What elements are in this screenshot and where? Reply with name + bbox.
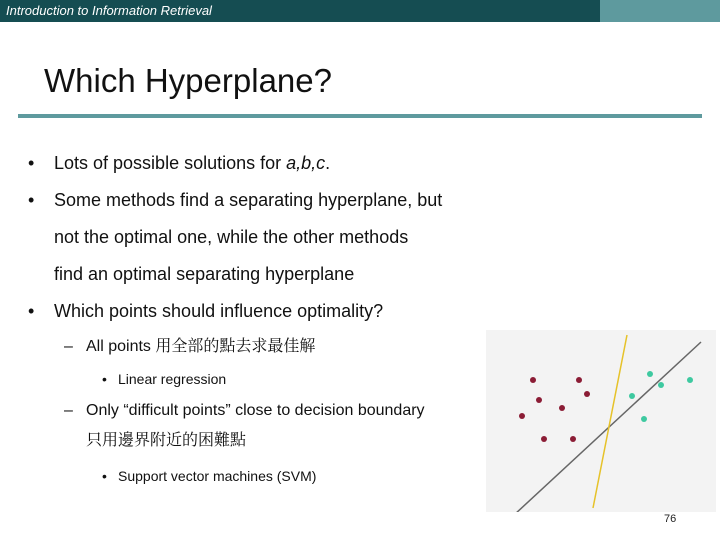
bullet-solutions [54, 153, 330, 173]
hyperplane-figure [486, 330, 716, 512]
data-point-class-a [536, 397, 542, 403]
hyperplane-figure-svg [486, 330, 716, 512]
bullet-marker: • [28, 190, 35, 210]
bullet-solutions-italic: a,b,c [286, 153, 326, 173]
bullet-methods-line2: not the optimal one, while the other methods [54, 227, 409, 247]
bullet-marker: • [28, 153, 35, 173]
data-point-class-a [559, 405, 565, 411]
dash-marker: – [64, 338, 73, 355]
slide-title: Which Hyperplane? [44, 62, 332, 99]
separating-line-yellow [593, 335, 627, 508]
bullet-methods-line1: Some methods find a separating hyperplane, but [54, 190, 443, 210]
dash-marker: – [64, 402, 73, 419]
data-point-class-b [687, 377, 693, 383]
separating-line-gray [514, 342, 701, 512]
title-divider [18, 114, 702, 118]
bullet-marker: • [102, 468, 107, 484]
subsub-linear-regression: Linear regression [118, 371, 227, 387]
course-title: Introduction to Information Retrieval [6, 3, 212, 18]
data-point-class-a [570, 436, 576, 442]
data-point-class-b [647, 371, 653, 377]
sub-all-points: All points 用全部的點去求最佳解 [86, 338, 316, 355]
bullet-methods-line3: find an optimal separating hyperplane [54, 264, 355, 284]
page-number: 76 [664, 513, 677, 525]
data-point-class-a [584, 391, 590, 397]
bullet-marker: • [102, 371, 107, 387]
bullet-solutions-period: . [325, 153, 331, 173]
data-point-class-a [530, 377, 536, 383]
bullet-solutions-text: Lots of possible solutions for [54, 153, 287, 173]
data-point-class-b [629, 393, 635, 399]
data-point-class-b [641, 416, 647, 422]
sub-difficult-points-line2: 只用邊界附近的困難點 [86, 432, 247, 449]
data-point-class-b [658, 382, 664, 388]
subsub-svm: Support vector machines (SVM) [118, 468, 317, 484]
data-point-class-a [541, 436, 547, 442]
data-point-class-a [576, 377, 582, 383]
header-accent-bar [600, 0, 720, 22]
data-point-class-a [519, 413, 525, 419]
bullet-marker: • [28, 301, 35, 321]
sub-difficult-points-line1: Only “difficult points” close to decision boundary [86, 402, 425, 419]
bullet-optimality: Which points should influence optimality? [54, 301, 384, 321]
